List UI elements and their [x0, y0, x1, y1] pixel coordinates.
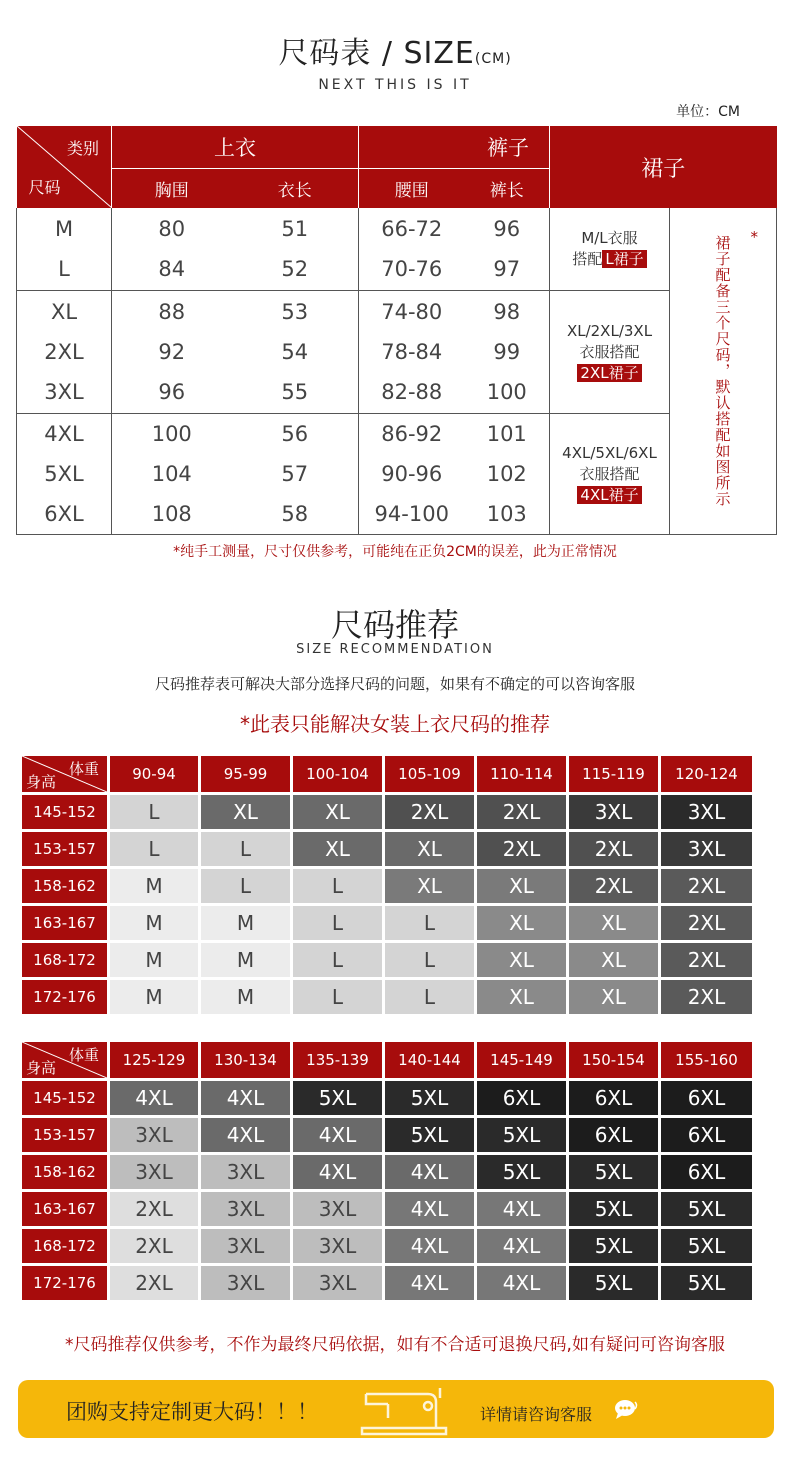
grid-row: [22, 1118, 752, 1152]
size-value: M: [54, 217, 74, 241]
size-recommendation-cell: M: [201, 943, 290, 977]
grid-row: [22, 795, 752, 829]
size-recommendation-cell: 2XL: [110, 1266, 198, 1300]
waist-group-1: [359, 208, 465, 291]
size-recommendation-cell: L: [385, 906, 474, 940]
weight-header: 145-149: [477, 1042, 566, 1078]
banner-contact: 详情请咨询客服: [480, 1405, 593, 1424]
size-recommendation-cell: 5XL: [293, 1081, 382, 1115]
length-group-3: [232, 414, 359, 535]
size-recommendation-cell: XL: [477, 869, 566, 903]
height-label: 158-162: [22, 869, 107, 903]
size-recommendation-cell: 3XL: [110, 1118, 198, 1152]
chat-bubble-icon[interactable]: [614, 1398, 640, 1420]
waist-value: 82-88: [381, 380, 443, 404]
weight-header: 90-94: [110, 756, 198, 792]
size-recommendation-cell: 3XL: [110, 1155, 198, 1189]
col-pants-length: 裤长: [465, 168, 550, 208]
measure-note: *纯手工测量，尺寸仅供参考，可能纯在正负2CM的误差，此为正常情况: [173, 544, 617, 560]
recommend-title: 尺码推荐: [330, 606, 459, 644]
grid-row: [22, 1192, 752, 1226]
size-recommendation-cell: 4XL: [477, 1266, 566, 1300]
pants-value: 101: [486, 422, 527, 446]
chest-group-1: [112, 208, 232, 291]
size-recommendation-cell: 2XL: [661, 980, 752, 1014]
size-recommendation-cell: XL: [293, 795, 382, 829]
size-recommendation-cell: 6XL: [661, 1081, 752, 1115]
size-recommendation-cell: XL: [569, 980, 658, 1014]
size-recommendation-cell: 5XL: [477, 1155, 566, 1189]
size-recommendation-cell: XL: [569, 943, 658, 977]
pants-value: 96: [493, 217, 521, 241]
size-recommendation-cell: 2XL: [661, 869, 752, 903]
size-recommendation-cell: 6XL: [569, 1118, 658, 1152]
length-value: 58: [281, 502, 309, 526]
weight-header: 115-119: [569, 756, 658, 792]
chest-value: 96: [158, 380, 186, 404]
size-recommendation-cell: 2XL: [569, 869, 658, 903]
size-recommendation-cell: L: [385, 943, 474, 977]
pants-value: 103: [486, 502, 527, 526]
weight-header: 135-139: [293, 1042, 382, 1078]
size-recommendation-cell: 3XL: [201, 1192, 290, 1226]
waist-value: 70-76: [381, 257, 443, 281]
page-title: 尺码表 / SIZE(CM): [278, 36, 512, 71]
size-recommendation-cell: 3XL: [293, 1229, 382, 1263]
size-recommendation-cell: L: [293, 906, 382, 940]
size-recommendation-cell: M: [201, 980, 290, 1014]
size-recommendation-cell: 5XL: [569, 1192, 658, 1226]
size-recommendation-cell: 6XL: [661, 1155, 752, 1189]
size-recommendation-cell: L: [110, 795, 198, 829]
size-recommendation-cell: 4XL: [110, 1081, 198, 1115]
height-label: 163-167: [22, 1192, 107, 1226]
pants-group-2: [465, 291, 550, 414]
size-value: 2XL: [44, 340, 84, 364]
grid-row: [22, 1229, 752, 1263]
size-recommendation-cell: L: [293, 980, 382, 1014]
weight-header: 130-134: [201, 1042, 290, 1078]
chest-group-3: [112, 414, 232, 535]
grid-row: [22, 1266, 752, 1300]
weight-header: 125-129: [110, 1042, 198, 1078]
size-recommendation-cell: L: [385, 980, 474, 1014]
size-recommendation-cell: 3XL: [201, 1266, 290, 1300]
chest-value: 84: [158, 257, 186, 281]
size-recommendation-cell: 5XL: [569, 1266, 658, 1300]
length-value: 56: [281, 422, 309, 446]
length-value: 53: [281, 300, 309, 324]
height-label: 158-162: [22, 1155, 107, 1189]
size-recommendation-cell: 4XL: [201, 1118, 290, 1152]
size-recommendation-cell: XL: [477, 980, 566, 1014]
size-recommendation-cell: M: [201, 906, 290, 940]
size-recommendation-cell: 3XL: [661, 832, 752, 866]
size-recommendation-cell: L: [110, 832, 198, 866]
note-star: *: [750, 228, 759, 246]
size-table: [16, 126, 777, 535]
waist-group-3: [359, 414, 465, 535]
weight-header: 105-109: [385, 756, 474, 792]
recommend-desc: 尺码推荐表可解决大部分选择尺码的问题，如果有不确定的可以咨询客服: [154, 675, 635, 693]
grid-row: [22, 869, 752, 903]
size-recommendation-cell: 6XL: [477, 1081, 566, 1115]
waist-value: 78-84: [381, 340, 443, 364]
size-recommendation-cell: L: [201, 869, 290, 903]
size-recommendation-cell: 2XL: [110, 1229, 198, 1263]
size-group-m-l: [17, 208, 112, 291]
size-recommendation-cell: 2XL: [477, 795, 566, 829]
chest-value: 80: [158, 217, 186, 241]
skirt-match-3: 4XL/5XL/6XL 衣服搭配 4XL裙子: [550, 414, 670, 535]
grid-row: [22, 1155, 752, 1189]
size-recommendation-cell: 5XL: [569, 1229, 658, 1263]
pants-value: 100: [486, 380, 527, 404]
grid-row: [22, 832, 752, 866]
grid-row: [22, 1081, 752, 1115]
height-label: 145-152: [22, 795, 107, 829]
size-group-xl-3xl: [17, 291, 112, 414]
size-value: L: [58, 257, 70, 281]
col-length: 衣长: [232, 168, 359, 208]
size-recommendation-cell: XL: [569, 906, 658, 940]
weight-header: 140-144: [385, 1042, 474, 1078]
pants-value: 98: [493, 300, 521, 324]
size-recommendation-cell: M: [110, 943, 198, 977]
height-label: 145-152: [22, 1081, 107, 1115]
size-recommendation-cell: 5XL: [661, 1192, 752, 1226]
group-pants-header: 裤子: [359, 126, 550, 168]
size-recommendation-cell: 6XL: [569, 1081, 658, 1115]
chest-group-2: [112, 291, 232, 414]
pants-group-1: [465, 208, 550, 291]
pants-value: 99: [493, 340, 521, 364]
group-top-header: 上衣: [112, 126, 359, 168]
size-recommendation-cell: 5XL: [385, 1081, 474, 1115]
size-recommendation-cell: 5XL: [385, 1118, 474, 1152]
weight-header: 95-99: [201, 756, 290, 792]
grid-corner: 体重 身高: [22, 1042, 107, 1078]
recommend-subtitle: SIZE RECOMMENDATION: [296, 642, 494, 657]
size-value: 3XL: [44, 380, 84, 404]
size-recommendation-cell: 2XL: [110, 1192, 198, 1226]
size-recommendation-cell: M: [110, 869, 198, 903]
grid-row: [22, 943, 752, 977]
size-value: XL: [50, 300, 78, 324]
sewing-machine-icon: [358, 1384, 453, 1436]
size-recommendation-cell: 4XL: [385, 1192, 474, 1226]
size-recommendation-cell: XL: [477, 943, 566, 977]
skirt-vertical-note: 裙子配备三个尺码，默认搭配如图所示: [713, 235, 732, 507]
size-recommendation-cell: 4XL: [477, 1229, 566, 1263]
col-waist: 腰围: [394, 180, 429, 201]
weight-header: 155-160: [661, 1042, 752, 1078]
height-label: 153-157: [22, 1118, 107, 1152]
disclaimer-note: *尺码推荐仅供参考，不作为最终尺码依据，如有不合适可退换尺码,如有疑问可咨询客服: [65, 1335, 725, 1355]
skirt-match-1: M/L衣服 搭配 L裙子: [550, 208, 670, 291]
weight-header: 100-104: [293, 756, 382, 792]
height-label: 172-176: [22, 1266, 107, 1300]
length-value: 57: [281, 462, 309, 486]
size-recommendation-cell: XL: [385, 869, 474, 903]
size-recommendation-cell: 4XL: [385, 1155, 474, 1189]
size-value: 5XL: [44, 462, 84, 486]
length-value: 52: [281, 257, 309, 281]
size-recommendation-cell: 4XL: [385, 1229, 474, 1263]
size-recommendation-cell: 3XL: [293, 1266, 382, 1300]
size-recommendation-cell: 5XL: [569, 1155, 658, 1189]
page-subtitle: NEXT THIS IS IT: [318, 77, 472, 93]
size-recommendation-cell: 4XL: [201, 1081, 290, 1115]
size-recommendation-cell: 2XL: [477, 832, 566, 866]
chest-value: 108: [151, 502, 192, 526]
pants-value: 102: [486, 462, 527, 486]
size-recommendation-cell: 5XL: [661, 1266, 752, 1300]
chest-value: 92: [158, 340, 186, 364]
height-label: 153-157: [22, 832, 107, 866]
length-value: 51: [281, 217, 309, 241]
size-recommendation-cell: 3XL: [661, 795, 752, 829]
size-recommendation-cell: 5XL: [661, 1229, 752, 1263]
waist-value: 86-92: [381, 422, 443, 446]
size-value: 4XL: [44, 422, 84, 446]
custom-size-banner[interactable]: [18, 1380, 774, 1438]
col-chest: 胸围: [154, 180, 189, 201]
size-recommendation-cell: 2XL: [569, 832, 658, 866]
waist-value: 66-72: [381, 217, 443, 241]
recommend-warning: *此表只能解决女装上衣尺码的推荐: [240, 712, 550, 736]
weight-header: 150-154: [569, 1042, 658, 1078]
grid-row: [22, 980, 752, 1014]
waist-value: 74-80: [381, 300, 443, 324]
size-recommendation-cell: L: [293, 943, 382, 977]
height-label: 163-167: [22, 906, 107, 940]
length-group-2: [232, 291, 359, 414]
size-recommendation-cell: XL: [201, 795, 290, 829]
length-value: 54: [281, 340, 309, 364]
size-group-4xl-6xl: [17, 414, 112, 535]
size-recommendation-cell: 4XL: [293, 1155, 382, 1189]
grid-corner: 体重 身高: [22, 756, 107, 792]
recommend-grid-2: [22, 1042, 752, 1303]
waist-value: 94-100: [374, 502, 449, 526]
size-recommendation-cell: 4XL: [477, 1192, 566, 1226]
size-recommendation-cell: 2XL: [385, 795, 474, 829]
weight-header: 120-124: [661, 756, 752, 792]
height-label: 168-172: [22, 943, 107, 977]
height-label: 172-176: [22, 980, 107, 1014]
pants-value: 97: [493, 257, 521, 281]
grid-row: [22, 906, 752, 940]
size-recommendation-cell: 3XL: [201, 1229, 290, 1263]
size-recommendation-cell: 4XL: [385, 1266, 474, 1300]
size-recommendation-cell: 4XL: [293, 1118, 382, 1152]
size-recommendation-cell: M: [110, 906, 198, 940]
chest-value: 104: [151, 462, 192, 486]
chest-value: 100: [151, 422, 192, 446]
recommend-grid-1: [22, 756, 752, 1017]
size-recommendation-cell: XL: [293, 832, 382, 866]
chest-value: 88: [158, 300, 186, 324]
waist-group-2: [359, 291, 465, 414]
size-recommendation-cell: 3XL: [569, 795, 658, 829]
size-recommendation-cell: 3XL: [201, 1155, 290, 1189]
size-table-corner: 类别 尺码: [17, 126, 112, 208]
waist-value: 90-96: [381, 462, 443, 486]
unit-label: 单位：CM: [676, 104, 740, 120]
size-recommendation-cell: 3XL: [293, 1192, 382, 1226]
banner-title: 团购支持定制更大码！！！: [66, 1400, 318, 1424]
length-value: 55: [281, 380, 309, 404]
size-value: 6XL: [44, 502, 84, 526]
skirt-match-2: XL/2XL/3XL 衣服搭配 2XL裙子: [550, 291, 670, 414]
length-group-1: [232, 208, 359, 291]
size-recommendation-cell: M: [110, 980, 198, 1014]
size-recommendation-cell: L: [201, 832, 290, 866]
size-recommendation-cell: 6XL: [661, 1118, 752, 1152]
size-recommendation-cell: XL: [477, 906, 566, 940]
size-recommendation-cell: XL: [385, 832, 474, 866]
size-recommendation-cell: L: [293, 869, 382, 903]
skirt-note-cell: [670, 208, 777, 535]
weight-header: 110-114: [477, 756, 566, 792]
size-recommendation-cell: 2XL: [661, 943, 752, 977]
size-recommendation-cell: 5XL: [477, 1118, 566, 1152]
pants-group-3: [465, 414, 550, 535]
height-label: 168-172: [22, 1229, 107, 1263]
size-recommendation-cell: 2XL: [661, 906, 752, 940]
group-skirt-header: 裙子: [641, 156, 686, 182]
